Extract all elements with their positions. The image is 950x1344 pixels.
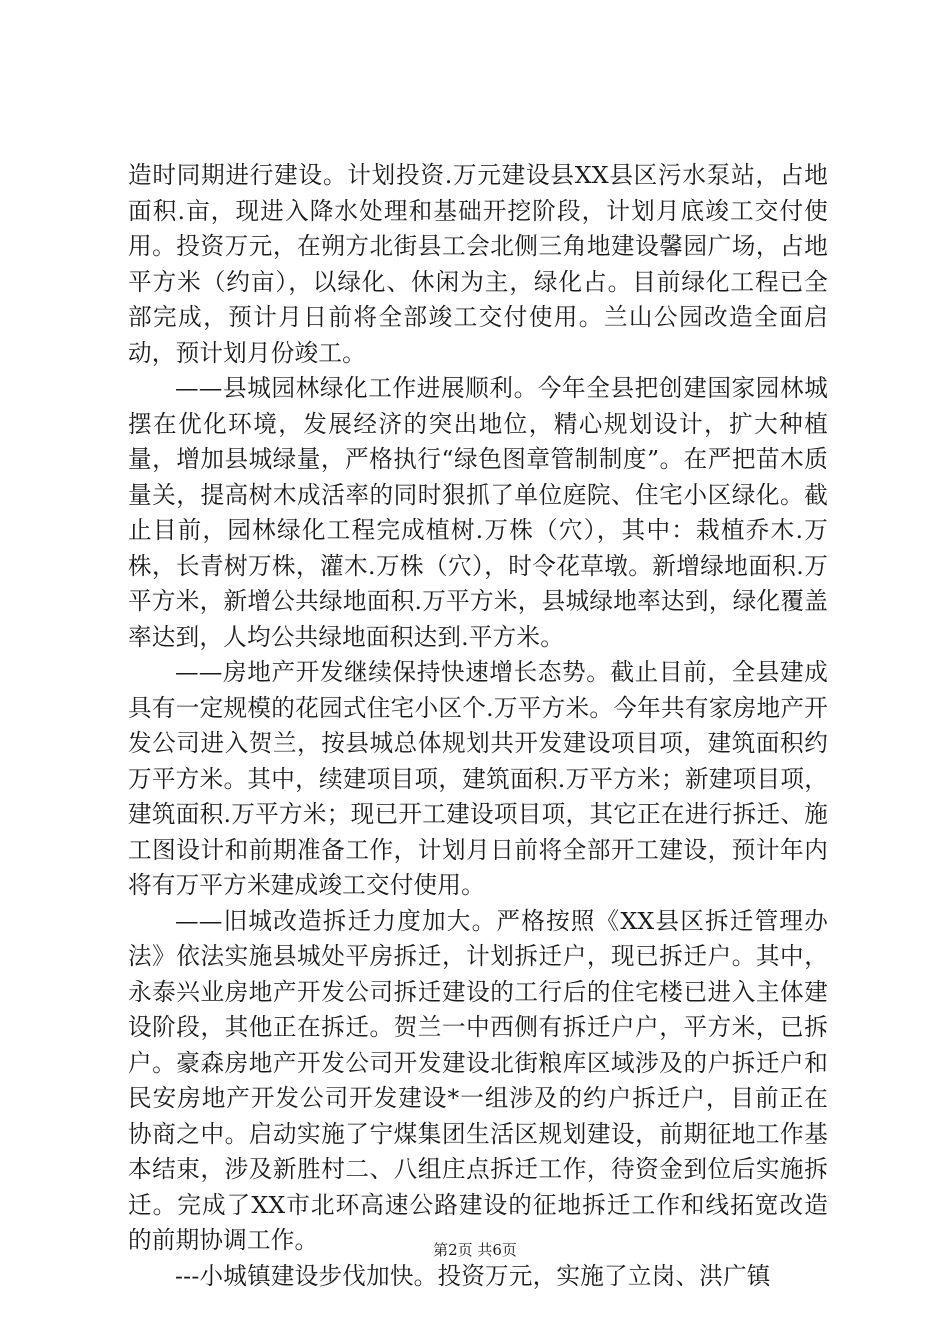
paragraph-landscaping: ——县城园林绿化工作进展顺利。今年全县把创建国家园林城摆在优化环境，发展经济的突出地位，精心规划设计，扩大种植量，增加县城绿量，严格执行“绿色图章管制制度”。在严把苗木质量关，提高树木成活率的同时狠抓了单位庭院、住宅小区绿化。截止目前，园林绿化工程完成植树.万株（穴），其中：栽植乔木.万株，长青树万株，灌木.万株（穴），时令花草墩。新增绿地面积.万平方米，新增公共绿地面积.万平方米，县城绿地率达到，绿化覆盖率达到，人均公共绿地面积达到.平方米。 [128,374,828,651]
document-body [128,158,828,1294]
paragraph-real-estate: ——房地产开发继续保持快速增长态势。截止目前，全县建成具有一定规模的花园式住宅小区个.万平方米。今年共有家房地产开发公司进入贺兰，按县城总体规划共开发建设项目项，建筑面积约万平方米。其中，续建项目项，建筑面积.万平方米；新建项目项，建筑面积.万平方米；现已开工建设项目项，其它正在进行拆迁、施工图设计和前期准备工作，计划月日前将全部开工建设，预计年内将有万平方米建成竣工交付使用。 [128,658,828,899]
paragraph-old-city-renovation: ——旧城改造拆迁力度加大。严格按照《XX县区拆迁管理办法》依法实施县城处平房拆迁，计划拆迁户，现已拆迁户。其中，永泰兴业房地产开发公司拆迁建设的工行后的住宅楼已进入主体建设阶段，其他正在拆迁。贺兰一中西侧有拆迁户户，平方米，已拆户。豪森房地产开发公司开发建设北街粮库区域涉及的户拆迁户和民安房地产开发公司开发建设*一组涉及的约户拆迁户，目前正在协商之中。启动实施了宁煤集团生活区规划建设，前期征地工作基本结束，涉及新胜村二、八组庄点拆迁工作，待资金到位后实施拆迁。完成了XX市北环高速公路建设的征地拆迁工作和线拓宽改造的前期协调工作。 [128,906,828,1254]
paragraph-small-towns: ---小城镇建设步伐加快。投资万元，实施了立岗、洪广镇 [175,1261,771,1290]
paragraph-sewage-square-park: 造时同期进行建设。计划投资.万元建设县XX县区污水泵站，占地面积.亩，现进入降水处理和基础开挖阶段，计划月底竣工交付使用。投资万元，在朔方北街县工会北侧三角地建设馨园广场，占地平方米（约亩），以绿化、休闲为主，绿化占。目前绿化工程已全部完成，预计月日前将全部竣工交付使用。兰山公园改造全面启动，预计划月份竣工。 [128,161,828,367]
page-footer: 第2页 共6页 [433,1241,517,1259]
